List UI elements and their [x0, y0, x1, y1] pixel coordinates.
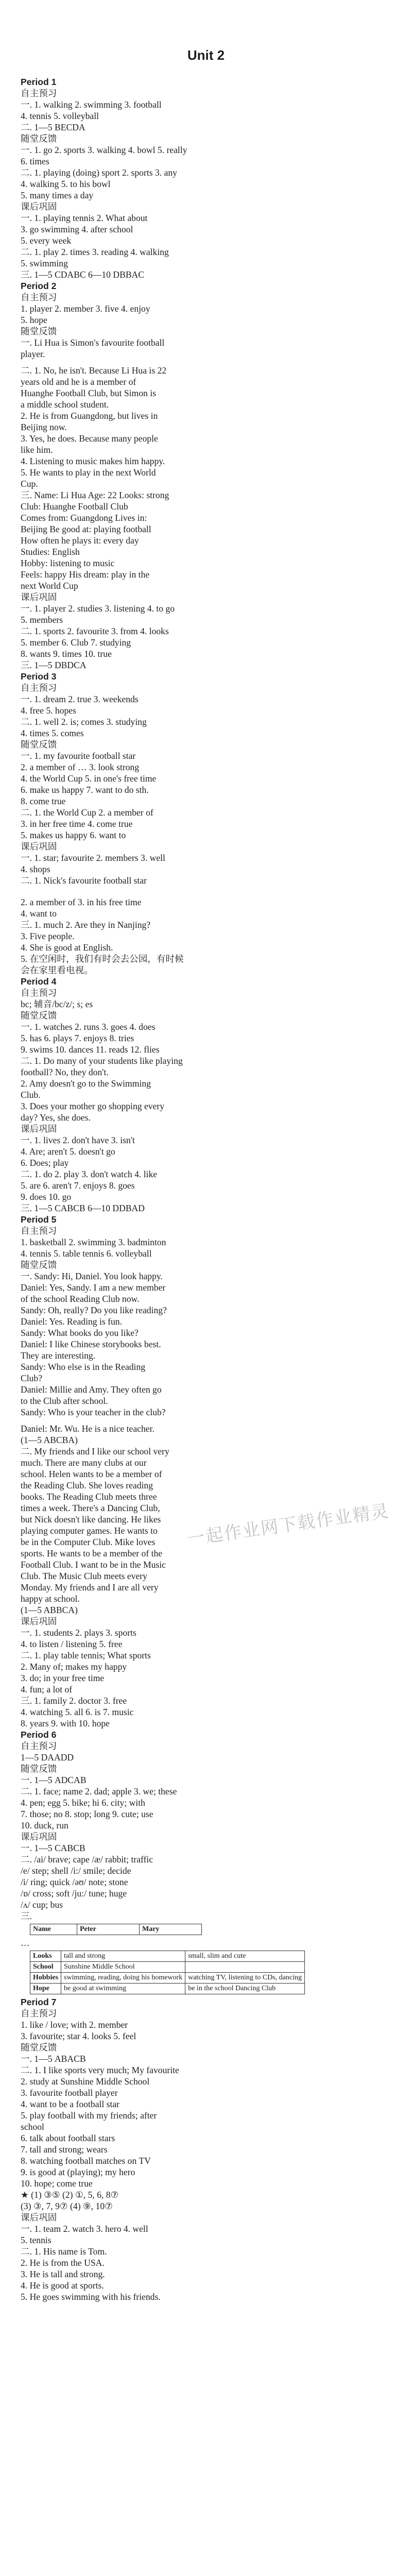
table-cell: be in the school Dancing Club [185, 1984, 305, 1994]
answer-line: 4. free 5. hopes [21, 705, 76, 716]
answer-line: (1—5 ABCBA) [21, 1435, 78, 1445]
answer-line: much. There are many clubs at our [21, 1458, 147, 1468]
answer-line: 6. talk about football stars [21, 2133, 115, 2143]
answer-line: 10. hope; come true [21, 2178, 93, 2189]
answer-line: books. The Reading Club meets three [21, 1492, 157, 1502]
table-cell: small, slim and cute [185, 1951, 305, 1962]
answer-line: 9. swims 10. dances 11. reads 12. flies [21, 1044, 160, 1055]
table-header-cell: Name [30, 1924, 77, 1935]
answer-line: school [21, 2122, 44, 2132]
answer-line: Monday. My friends and I are all very [21, 1582, 159, 1592]
table-cell: watching TV, listening to CDs, dancing [185, 1973, 305, 1984]
answer-line: Sandy: Who else is in the Reading [21, 1362, 146, 1372]
profile-table [21, 1951, 302, 1994]
answer-line: Football Club. I want to be in the Music [21, 1560, 166, 1570]
spacer [21, 891, 288, 896]
answer-line: Club: Huanghe Football Club [21, 501, 128, 512]
answer-line: 5. play football with my friends; after [21, 2110, 157, 2121]
answer-line: 10. duck, run [21, 1820, 68, 1831]
answer-line: 一. 1. playing tennis 2. What about [21, 213, 148, 223]
answer-line: 4. walking 5. to his bowl [21, 179, 111, 189]
answer-line: 7. tall and strong; wears [21, 2144, 108, 2155]
answer-line: 随堂反馈 [21, 326, 57, 336]
answer-line: school. Helen wants to be a member of [21, 1469, 162, 1479]
table-row [30, 1973, 305, 1984]
answer-line: Sandy: Oh, really? Do you like reading? [21, 1305, 167, 1315]
answer-line: next World Cup [21, 581, 78, 591]
answer-line: 4. pen; egg 5. bike; hi 6. city; with [21, 1798, 145, 1808]
answer-line: 自主预习 [21, 292, 57, 302]
table-cell: Sunshine Middle School [61, 1962, 185, 1973]
answer-line: 3. in her free time 4. come true [21, 819, 133, 829]
answer-line: Daniel: Mr. Wu. He is a nice teacher. [21, 1423, 154, 1434]
answer-line: 6. make us happy 7. want to do sth. [21, 785, 149, 795]
answer-line: 二. 1. do 2. play 3. don't watch 4. like [21, 1169, 158, 1179]
answer-line: 三. Name: Li Hua Age: 22 Looks: strong [21, 490, 169, 500]
answer-line: 4. want to [21, 908, 57, 919]
answer-line: Huanghe Football Club, but Simon is [21, 388, 156, 398]
answer-line: Hobby: listening to music [21, 558, 115, 568]
answer-line: 课后巩固 [21, 841, 57, 852]
answer-line: 4. the World Cup 5. in one's free time [21, 773, 157, 784]
answer-line: a middle school student. [21, 399, 109, 410]
comparison-table [30, 1924, 202, 1935]
period-heading: Period 2 [21, 281, 57, 291]
answer-line: 随堂反馈 [21, 2042, 57, 2053]
period-heading: Period 5 [21, 1214, 57, 1225]
answer-line: 4. She is good at English. [21, 942, 113, 953]
answer-line: 8. watching football matches on TV [21, 2156, 151, 2166]
answer-line: 4. watching 5. all 6. is 7. music [21, 1707, 134, 1717]
answer-line: 一. 1—5 ADCAB [21, 1775, 87, 1785]
answer-line: bc; 辅音/bc/z/; s; es [21, 999, 93, 1009]
answer-line: 5. 在空闲时，我们有时会去公园，有时候 [21, 954, 184, 964]
answer-line: 8. years 9. with 10. hope [21, 1718, 110, 1728]
answer-line: 5. members [21, 615, 63, 625]
answer-line: 8. wants 9. times 10. true [21, 649, 112, 659]
answer-line: 一. Sandy: Hi, Daniel. You look happy. [21, 1271, 163, 1281]
answer-line: 二. 1—5 BECDA [21, 122, 85, 132]
answer-line: Studies: English [21, 547, 80, 557]
answer-line: 随堂反馈 [21, 1260, 57, 1270]
answer-line: 课后巩固 [21, 2212, 57, 2223]
table-header-cell: Peter [77, 1924, 140, 1935]
answer-line: 3. do; in your free time [21, 1673, 105, 1683]
answer-line: 4. tennis 5. table tennis 6. volleyball [21, 1248, 152, 1259]
answer-line: 5. swimming [21, 258, 68, 268]
answer-line: 2. a member of 3. in his free time [21, 897, 142, 907]
answer-line: Daniel: Millie and Amy. They often go [21, 1384, 162, 1395]
comparison-table [30, 1951, 305, 1994]
answer-line: Beijing Be good at: playing football [21, 524, 151, 534]
table-cell: Looks [30, 1951, 61, 1962]
table-cell: be good at swimming [61, 1984, 185, 1994]
answer-line: (3) ③, 7, 9⑦ (4) ⑨, 10⑦ [21, 2201, 113, 2211]
answer-line: Beijing now. [21, 422, 67, 432]
unit-title: Unit 2 [187, 47, 225, 63]
answer-line: 4. fun; a lot of [21, 1684, 73, 1694]
answer-line: 1. player 2. member 3. five 4. enjoy [21, 303, 150, 314]
table-row [30, 1951, 305, 1962]
answer-line: 三. 1—5 CABCB 6—10 DDBAD [21, 1203, 145, 1213]
answer-line: 一. 1. team 2. watch 3. hero 4. well [21, 2224, 148, 2234]
answer-line: 1. like / love; with 2. member [21, 2020, 128, 2030]
answer-line: 二. My friends and I like our school very [21, 1446, 169, 1456]
answer-line: 三. 1—5 CDABC 6—10 DBBAC [21, 269, 144, 280]
answer-line: 4. shops [21, 864, 50, 874]
answer-line: 5. He goes swimming with his friends. [21, 2292, 161, 2302]
answer-line: 5. tennis [21, 2235, 52, 2245]
answer-line: 7. those; no 8. stop; long 9. cute; use [21, 1809, 153, 1819]
answer-line: 4. want to be a football star [21, 2099, 120, 2109]
answer-line: 5. makes us happy 6. want to [21, 830, 126, 840]
answer-line: Daniel: Yes, Sandy. I am a new member [21, 1282, 166, 1293]
answer-line: Sandy: What books do you like? [21, 1328, 139, 1338]
answer-line: 课后巩固 [21, 1616, 57, 1626]
answer-line: happy at school. [21, 1594, 80, 1604]
table-cell: swimming, reading, doing his homework [61, 1973, 185, 1984]
answer-line: (1—5 ABBCA) [21, 1605, 78, 1615]
answer-line: 一. 1. students 2. plays 3. sports [21, 1628, 136, 1638]
answer-line: 三. 1. much 2. Are they in Nanjing? [21, 920, 151, 930]
answer-line: 二. 1. play table tennis; What sports [21, 1650, 151, 1660]
answer-line: 9. does 10. go [21, 1192, 72, 1202]
answer-line: 一. 1. star; favourite 2. members 3. well [21, 853, 165, 863]
answer-line: Daniel: Yes. Reading is fun. [21, 1316, 122, 1327]
table-cell: Hope [30, 1984, 61, 1994]
answer-line: 会在家里看电视。 [21, 965, 93, 975]
answer-line: 8. come true [21, 796, 66, 806]
answer-line: but Nick doesn't like dancing. He likes [21, 1514, 161, 1524]
answer-line: 4. Are; aren't 5. doesn't go [21, 1146, 115, 1157]
answer-line: 2. He is from the USA. [21, 2258, 105, 2268]
answer-line: 2. He is from Guangdong, but lives in [21, 411, 158, 421]
answer-line: 2. Amy doesn't go to the Swimming [21, 1078, 151, 1089]
answer-line: 1. basketball 2. swimming 3. badminton [21, 1237, 166, 1247]
spacer [21, 886, 288, 891]
answer-line: 一. 1. go 2. sports 3. walking 4. bowl 5. really [21, 145, 187, 155]
answer-line: sports. He wants to be a member of the [21, 1548, 163, 1558]
answer-line: 3. favourite; star 4. looks 5. feel [21, 2031, 136, 2041]
answer-line: ★ (1) ③⑤ (2) ①, 5, 6, 8⑦ [21, 2190, 119, 2200]
answer-line: to the Club after school. [21, 1396, 108, 1406]
answer-line: 随堂反馈 [21, 133, 57, 144]
answer-line: 课后巩固 [21, 592, 57, 602]
answer-line: 6. times [21, 156, 49, 166]
answer-line: 二. 1. No, he isn't. Because Li Hua is 22 [21, 365, 167, 376]
answer-line: 二. 1. I like sports very much; My favourite [21, 2065, 179, 2075]
answer-line: 一. 1. lives 2. don't have 3. isn't [21, 1135, 135, 1145]
answer-line: 二. 1. play 2. times 3. reading 4. walking [21, 247, 169, 257]
answer-line: 自主预习 [21, 88, 57, 98]
answer-line: They are interesting. [21, 1350, 96, 1361]
period-heading: Period 7 [21, 1997, 57, 2007]
table-cell: tall and strong [61, 1951, 185, 1962]
answer-line: 二. /ai/ brave; cape /æ/ rabbit; traffic [21, 1854, 153, 1865]
answer-line: 3. go swimming 4. after school [21, 224, 133, 234]
answer-line: 二. 1. well 2. is; comes 3. studying [21, 717, 147, 727]
answer-line: 5. has 6. plays 7. enjoys 8. tries [21, 1033, 134, 1043]
answer-line: 一. 1—5 ABACB [21, 2054, 86, 2064]
answer-line: 自主预习 [21, 1741, 57, 1751]
answer-line: 5. every week [21, 235, 72, 246]
answer-line: Comes from: Guangdong Lives in: [21, 513, 147, 523]
answer-line: of the school Reading Club now. [21, 1294, 140, 1304]
answer-line: 6. Does; play [21, 1158, 69, 1168]
period-heading: Period 3 [21, 671, 57, 682]
answer-line: 二. 1. the World Cup 2. a member of [21, 807, 153, 818]
answer-line: 三. [21, 1911, 32, 1921]
answer-line: 5. are 6. aren't 7. enjoys 8. goes [21, 1180, 135, 1191]
period-heading: Period 6 [21, 1730, 57, 1740]
answer-line: Feels: happy His dream: play in the [21, 569, 150, 580]
answer-line: 三. 1—5 DBDCA [21, 660, 87, 670]
answer-line: 3. Yes, he does. Because many people [21, 433, 158, 444]
answer-line: /e/ step; shell /i:/ smile; decide [21, 1866, 131, 1876]
answer-line: 4. Listening to music makes him happy. [21, 456, 165, 466]
answer-line: 二. 1. sports 2. favourite 3. from 4. looks [21, 626, 169, 636]
table-cell [185, 1962, 305, 1973]
answer-line: 自主预习 [21, 1226, 57, 1236]
answer-line: 一. 1. walking 2. swimming 3. football [21, 99, 162, 110]
answer-line: 2. a member of … 3. look strong [21, 762, 140, 772]
answer-line: 5. hope [21, 315, 47, 325]
answer-line: 一. 1—5 CABCB [21, 1843, 85, 1853]
answer-line: 课后巩固 [21, 1832, 57, 1842]
answer-line: Club. [21, 1090, 41, 1100]
table-header-cell: Mary [140, 1924, 202, 1935]
answer-line: 一. 1. player 2. studies 3. listening 4. to go [21, 603, 175, 614]
name-table [21, 1924, 288, 1935]
answer-line: Club? [21, 1373, 43, 1383]
answer-line: 1—5 DAADD [21, 1752, 74, 1762]
answer-line: 4. to listen / listening 5. free [21, 1639, 123, 1649]
answer-line: 5. He wants to play in the next World [21, 467, 156, 478]
answer-line: playing computer games. He wants to [21, 1526, 158, 1536]
answer-line: 4. He is good at sports. [21, 2280, 104, 2291]
period-heading: Period 1 [21, 77, 57, 87]
answer-line: 5. member 6. Club 7. studying [21, 637, 131, 648]
answer-line: 4. tennis 5. volleyball [21, 111, 99, 121]
answer-line: 一. 1. watches 2. runs 3. goes 4. does [21, 1022, 156, 1032]
answer-line: Cup. [21, 479, 38, 489]
answer-line: Daniel: I like Chinese storybooks best. [21, 1339, 161, 1349]
answer-line: player. [21, 349, 45, 359]
answer-line: How often he plays it: every day [21, 535, 139, 546]
answer-line: 4. times 5. comes [21, 728, 84, 738]
answer-line: 一. 1. my favourite football star [21, 751, 136, 761]
answer-line: 3. Does your mother go shopping every [21, 1101, 165, 1111]
answer-line: 2. study at Sunshine Middle School [21, 2076, 150, 2087]
answer-line: 二. 1. Nick's favourite football star [21, 875, 147, 886]
answer-line: 3. He is tall and strong. [21, 2269, 105, 2279]
answer-line: 二. 1. playing (doing) sport 2. sports 3. any [21, 167, 177, 178]
answer-line: Sandy: Who is your teacher in the club? [21, 1407, 166, 1417]
answer-line: 随堂反馈 [21, 739, 57, 750]
answer-line: /i/ ring; quick /əʊ/ note; stone [21, 1877, 128, 1887]
table-row [30, 1984, 305, 1994]
answer-line: 3. Five people. [21, 931, 75, 941]
table-row [30, 1962, 305, 1973]
answer-line: football? No, they don't. [21, 1067, 109, 1077]
answer-line: like him. [21, 445, 53, 455]
spacer [21, 1418, 288, 1423]
answer-line: 自主预习 [21, 988, 57, 998]
answer-line: /ʌ/ cup; bus [21, 1900, 63, 1910]
answer-line: 3. favourite football player [21, 2088, 118, 2098]
answer-line: /ɒ/ cross; soft /ju:/ tune; huge [21, 1888, 127, 1899]
answer-line: 9. is good at (playing); my hero [21, 2167, 135, 2177]
answer-line: 2. Many of; makes my happy [21, 1662, 127, 1672]
answer-line: 自主预习 [21, 683, 57, 693]
answer-line: 5. many times a day [21, 190, 94, 200]
answer-line: 随堂反馈 [21, 1010, 57, 1021]
spacer [21, 360, 288, 365]
answer-line: be in the Computer Club. Mike loves [21, 1537, 156, 1547]
watermark: 一起作业网下载作业精灵 [186, 1500, 391, 1550]
answer-line: day? Yes, she does. [21, 1112, 91, 1123]
answer-line: Club. The Music Club meets every [21, 1571, 147, 1581]
answer-line: 随堂反馈 [21, 1764, 57, 1774]
table-cell: School [30, 1962, 61, 1973]
answer-line: 课后巩固 [21, 1124, 57, 1134]
answer-line: the Reading Club. She loves reading [21, 1480, 153, 1490]
answer-line: 自主预习 [21, 2008, 57, 2019]
table-cell: Hobbies [30, 1973, 61, 1984]
answer-line: 二. 1. face; name 2. dad; apple 3. we; these [21, 1786, 177, 1797]
answer-line: 三. 1. family 2. doctor 3. free [21, 1696, 127, 1706]
answer-line: 一. 1. dream 2. true 3. weekends [21, 694, 139, 704]
period-heading: Period 4 [21, 976, 57, 987]
answer-line: years old and he is a member of [21, 377, 136, 387]
answer-line: 一. Li Hua is Simon's favourite football [21, 337, 165, 348]
answer-line: 课后巩固 [21, 201, 57, 212]
answer-line: 二. 1. His name is Tom. [21, 2246, 107, 2257]
answer-line: … [21, 1938, 30, 1948]
answer-line: 二. 1. Do many of your students like playing [21, 1056, 183, 1066]
answer-line: times a week. There's a Dancing Club, [21, 1503, 160, 1513]
